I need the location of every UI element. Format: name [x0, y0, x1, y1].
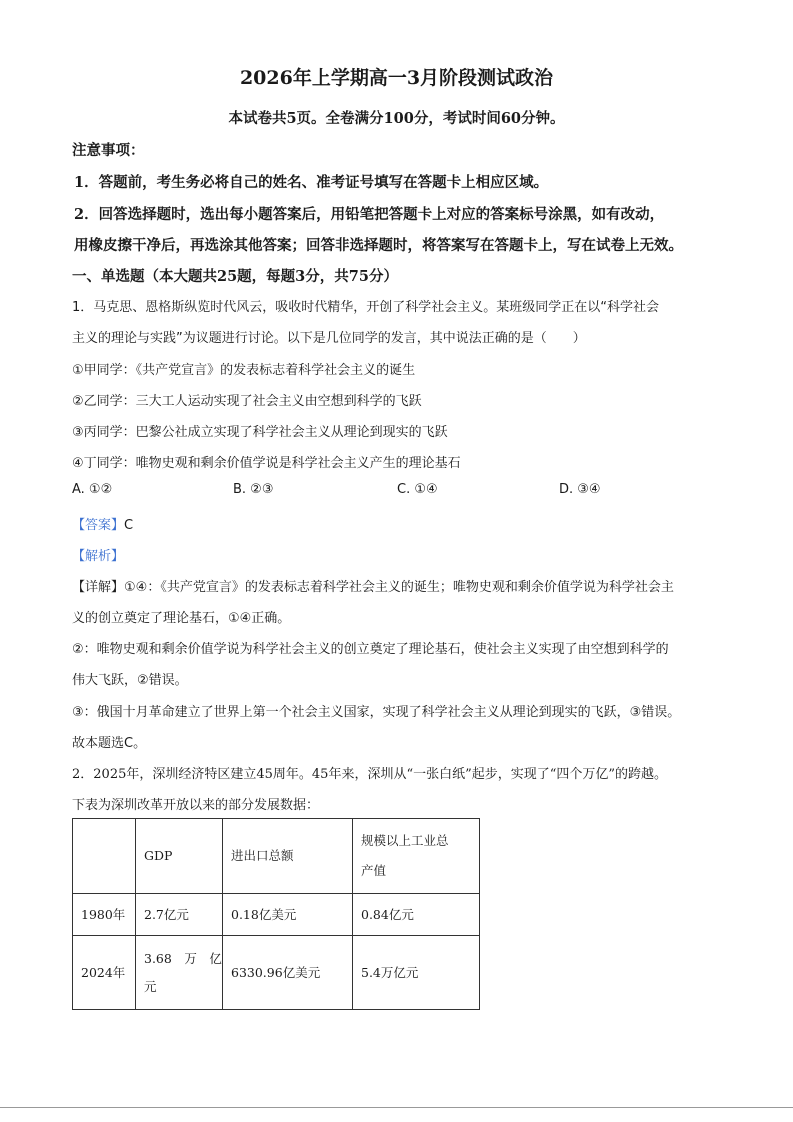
table-header-cell	[353, 819, 480, 894]
table-cell: 6330.96亿美元	[223, 936, 353, 1010]
table-header-cell: 进出口总额	[223, 819, 353, 894]
table-cell: 2.7亿元	[136, 894, 223, 936]
table-cell	[73, 819, 136, 894]
notes-heading: 注意事项：	[72, 142, 145, 159]
detail-line: 伟大飞跃，②错误。	[72, 673, 188, 688]
note-item-1: 1．答题前，考生务必将自己的姓名、准考证号填写在答题卡上相应区域。	[74, 174, 549, 191]
detail-line: ②：唯物史观和剩余价值学说为科学社会主义的创立奠定了理论基石，使社会主义实现了由空想到科学的	[72, 642, 669, 657]
table-cell: 1980年	[73, 894, 136, 936]
page-bottom-divider	[0, 1107, 793, 1108]
answer-label: 【答案】	[72, 518, 125, 533]
q1-statement: ④丁同学：唯物史观和剩余价值学说是科学社会主义产生的理论基石	[72, 456, 461, 471]
q1-option-c: C. ①④	[397, 482, 438, 497]
table-header-cell: GDP	[136, 819, 223, 894]
table-header-row	[73, 819, 480, 894]
detail-label: 【详解】	[72, 580, 125, 595]
cell-line: 元	[144, 978, 157, 994]
q1-detail	[72, 576, 674, 595]
detail-line: 故本题选C。	[72, 736, 147, 751]
table-cell: 5.4万亿元	[353, 936, 480, 1010]
detail-line: ③：俄国十月革命建立了世界上第一个社会主义国家，实现了科学社会主义从理论到现实的飞跃，③错误。	[72, 705, 681, 720]
note-item-2: 2．回答选择题时，选出每小题答案后，用铅笔把答题卡上对应的答案标号涂黑，如有改动，	[74, 206, 665, 223]
table-row	[73, 936, 480, 1010]
q1-option-b: B. ②③	[233, 482, 274, 497]
exam-info: 本试卷共5页。全卷满分100分，考试时间60分钟。	[228, 110, 565, 127]
q1-statement: ②乙同学：三大工人运动实现了社会主义由空想到科学的飞跃	[72, 394, 422, 409]
note-item-2-cont: 用橡皮擦干净后，再选涂其他答案；回答非选择题时，将答案写在答题卡上，写在试卷上无效。	[74, 237, 683, 254]
section-heading: 一、单选题（本大题共25题，每题3分，共75分）	[72, 268, 398, 285]
q1-stem-cont: 主义的理论与实践”为议题进行讨论。以下是几位同学的发言，其中说法正确的是（ ）	[72, 331, 586, 346]
q1-statement: ①甲同学：《共产党宣言》的发表标志着科学社会主义的诞生	[72, 363, 416, 378]
table-cell: 0.18亿美元	[223, 894, 353, 936]
analysis-label: 【解析】	[72, 549, 125, 564]
header-line: 产值	[361, 863, 387, 878]
q1-option-d: D. ③④	[559, 482, 601, 497]
table-cell: 2024年	[73, 936, 136, 1010]
answer-value: C	[124, 518, 134, 533]
table-cell: 0.84亿元	[353, 894, 480, 936]
data-table	[72, 818, 480, 1010]
detail-line: 义的创立奠定了理论基石，①④正确。	[72, 611, 291, 626]
page-title: 2026年上学期高一3月阶段测试政治	[239, 67, 554, 89]
table-cell	[136, 936, 223, 1010]
q1-statement: ③丙同学：巴黎公社成立实现了科学社会主义从理论到现实的飞跃	[72, 425, 448, 440]
cell-line: 3.68 万 亿	[144, 950, 222, 966]
table-row	[73, 894, 480, 936]
q2-stem-cont: 下表为深圳改革开放以来的部分发展数据：	[72, 798, 320, 813]
q2-stem: 2．2025年，深圳经济特区建立45周年。45年来，深圳从“一张白纸”起步，实现了“四个万亿”的跨越。	[72, 767, 668, 782]
q1-answer	[72, 514, 133, 533]
detail-line: ①④：《共产党宣言》的发表标志着科学社会主义的诞生；唯物史观和剩余价值学说为科学社会主	[124, 580, 674, 595]
header-line: 规模以上工业总	[361, 833, 449, 848]
q1-option-a: A. ①②	[72, 482, 113, 497]
q1-stem: 1．马克思、恩格斯纵览时代风云，吸收时代精华，开创了科学社会主义。某班级同学正在以“科学社会	[72, 300, 660, 315]
